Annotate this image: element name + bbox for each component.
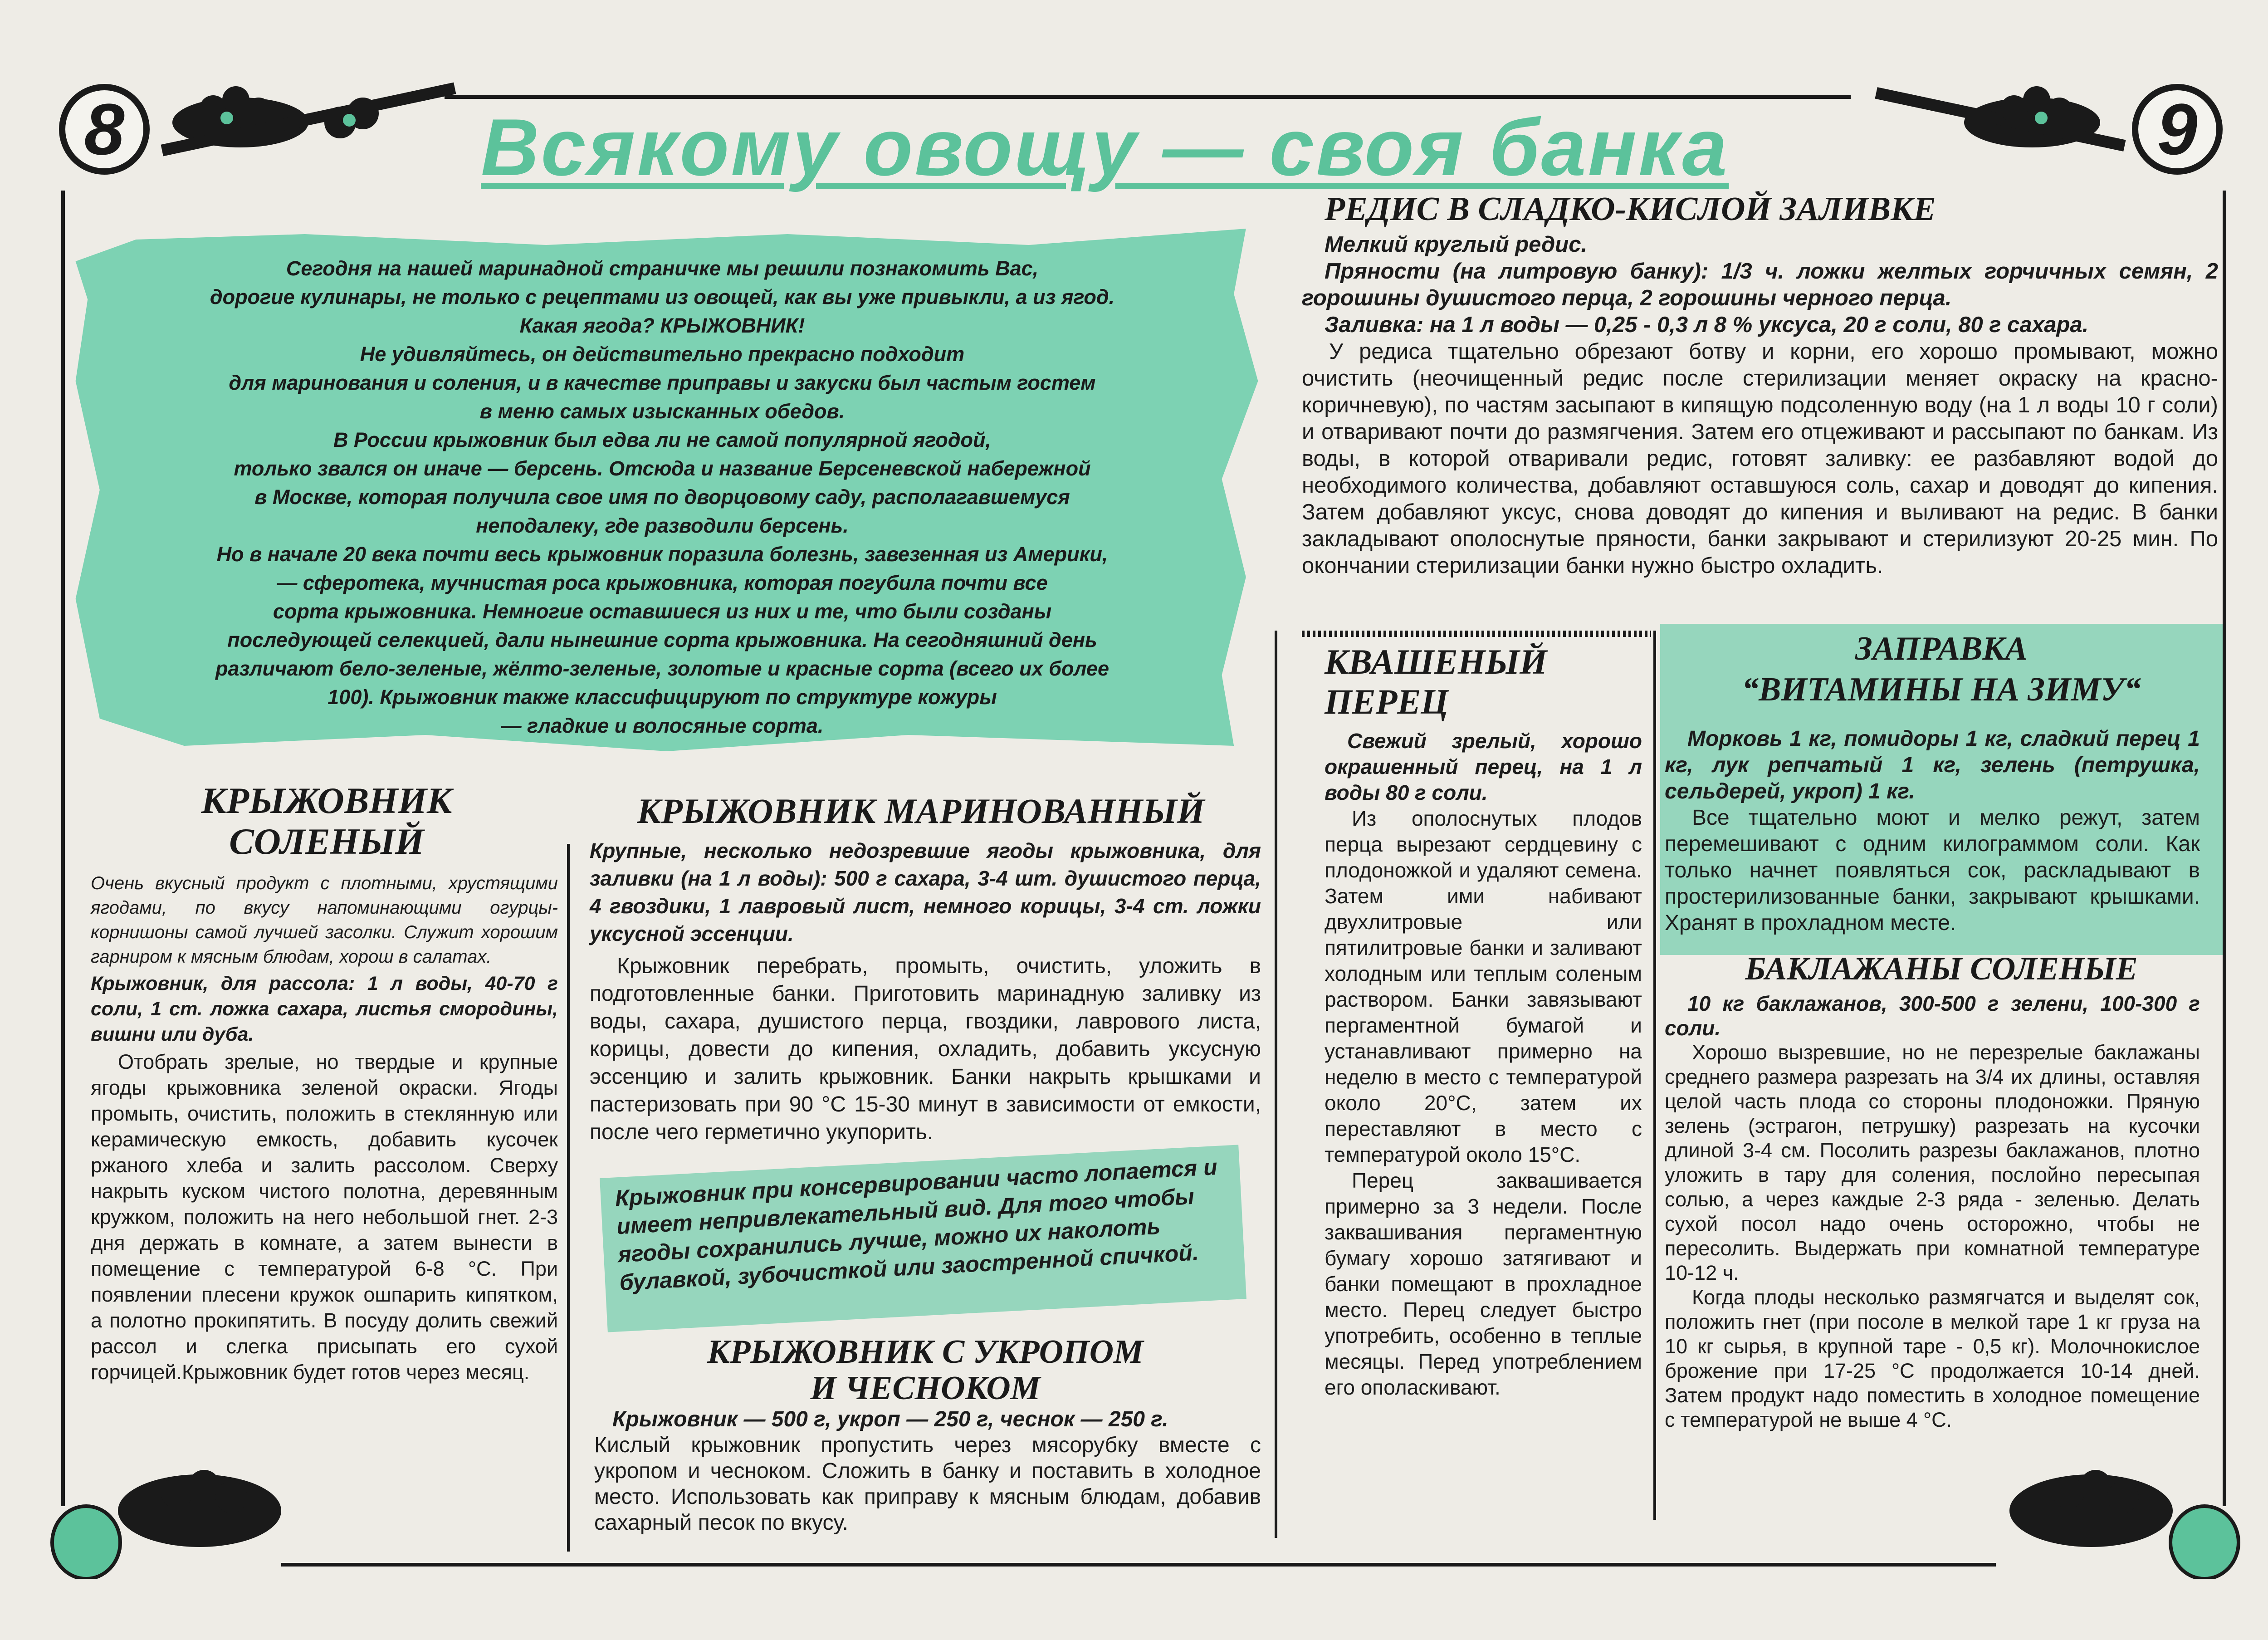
page-number-left-text: 8 xyxy=(84,88,125,170)
pepper-method: Из ополоснутых плодов перца вырезают сердцевину с плодоножкой и удаляют семена. Затем ими набивают двухлитровые или пятилитровые банки и заливают холодным или теплым соленым раствором. Банки завязывают пергаментной бумагой и устанавливают примерно на неделю в место с температурой около 20°С, затем их переставляют в место с температурой около 15°С. xyxy=(1325,807,1642,1166)
eggplant-method: Хорошо вызревшие, но не перезрелые баклажаны среднего размера разрезать на 3/4 их длины, оставляя целой часть плода со стороны плодоножки. Пряную зелень (эстрагон, петрушку) разрезать на кусочки длиной 3-4 см. Посолить разрезы баклажанов, плотно уложить в тару для соления, послойно пересыпая солью, а через каждые 2-3 ряда - зеленью. Делать сухой посол надо очень осторожно, чтобы не пересолить. Выдержать при комнатной температуре 10-12 ч. xyxy=(1665,1041,2200,1284)
intro-line: в Москве, которая получила свое имя по дворцовому саду, располагавшемуся xyxy=(254,485,1070,509)
tip-text: Крыжовник при консервировании часто лопается и имеет непривлекательный вид. Для того чтобы ягоды сохранились лучше, можно их наколоть булавкой, зубочисткой или заостренной спичкой. xyxy=(614,1154,1218,1296)
column-divider xyxy=(567,844,570,1552)
vitamins-heading xyxy=(1660,628,2223,710)
intro-line: только звался он иначе — берсень. Отсюда и название Берсеневской набережной xyxy=(234,457,1091,480)
marinated-heading: КРЫЖОВНИК МАРИНОВАННЫЙ xyxy=(637,791,1205,831)
frame-top-rule xyxy=(445,95,1851,99)
intro-line: — гладкие и волосяные сорта. xyxy=(501,714,824,737)
dill-heading xyxy=(590,1334,1261,1406)
intro-line: Не удивляйтесь, он действительно прекрасно подходит xyxy=(360,343,965,366)
radish-line3: Заливка: на 1 л воды — 0,25 - 0,3 л 8 % уксуса, 20 г соли, 80 г сахара. xyxy=(1325,313,2089,337)
dill-method: Кислый крыжовник пропустить через мясорубку вместе с укропом и чесноком. Сложить в банку и поставить в холодное место. Использовать как приправу к мясным блюдам, добавив сахарный песок по вкусу. xyxy=(594,1433,1261,1535)
vegetable-ornament-bottom-left-icon xyxy=(50,1443,304,1579)
dill-heading-line: И ЧЕСНОКОМ xyxy=(810,1370,1041,1407)
dill-heading-line: КРЫЖОВНИК С УКРОПОМ xyxy=(707,1333,1144,1371)
eggplant-method: Когда плоды несколько размягчатся и выделят сок, положить гнет (при посоле в мелкой таре 1 кг груза на 10 кг сырья, в крупной таре - 0,5 кг). Молочнокислое брожение при 17-25 °С продолжается 10-14 дней. Затем продукт надо поместить в холодное помещение с температурой не выше 4 °С. xyxy=(1665,1286,2200,1431)
intro-line: Но в начале 20 века почти весь крыжовник поразила болезнь, завезенная из Америки, xyxy=(216,543,1108,566)
vegetable-ornament-top-left-icon xyxy=(150,68,467,177)
dill-article xyxy=(594,1406,1261,1536)
intro-line: в меню самых изысканных обедов. xyxy=(479,400,845,423)
frame-left-rule xyxy=(61,191,65,1506)
eggplant-ingredients: 10 кг баклажанов, 300-500 г зелени, 100-300 г соли. xyxy=(1665,992,2200,1040)
frame-right-rule xyxy=(2223,191,2226,1506)
column-divider xyxy=(1275,631,1277,1538)
intro-line: последующей селекцией, дали нынешние сорта крыжовника. На сегодняшний день xyxy=(227,628,1097,651)
intro-line: неподалеку, где разводили берсень. xyxy=(476,514,849,537)
vitamins-ingredients: Морковь 1 кг, помидоры 1 кг, сладкий перец 1 кг, лук репчатый 1 кг, зелень (петрушка, сельдерей, укроп) 1 кг. xyxy=(1665,727,2200,803)
page-number-left xyxy=(59,84,150,175)
page-title: Всякому овощу — своя банка xyxy=(481,102,1729,192)
radish-article xyxy=(1302,231,2218,579)
salted-heading-line: КРЫЖОВНИК xyxy=(201,780,452,821)
vegetable-ornament-bottom-right-icon xyxy=(1987,1443,2241,1579)
radish-line2: Пряности (на литровую банку): 1/3 ч. ложки желтых горчичных семян, 2 горошины душистого перца, 2 горошины черного перца. xyxy=(1302,259,2218,310)
radish-line1: Мелкий круглый редис. xyxy=(1325,232,1588,257)
dill-ingredients: Крыжовник — 500 г, укроп — 250 г, чеснок — 250 г. xyxy=(612,1407,1168,1431)
vitamins-heading-line: ЗАПРАВКА xyxy=(1855,630,2028,667)
pepper-heading-line: ПЕРЕЦ xyxy=(1325,682,1449,721)
intro-line: — сферотека, мучнистая роса крыжовника, которая погубила почти все xyxy=(277,571,1048,594)
radish-heading: РЕДИС В СЛАДКО-КИСЛОЙ ЗАЛИВКЕ xyxy=(1325,191,1936,228)
intro-line: дорогие кулинары, не только с рецептами из овощей, как вы уже привыкли, а из ягод. xyxy=(210,285,1115,308)
vegetable-ornament-top-right-icon xyxy=(1869,68,2132,177)
salted-heading-line: СОЛЕНЫЙ xyxy=(229,821,424,862)
marinated-method: Крыжовник перебрать, промыть, очистить, уложить в подготовленные банки. Приготовить маринадную заливку из воды, сахара, душистого перца, гвоздики, лаврового листа, корицы, довести до кипения, охладить, добавить уксусную эссенцию и залить крыжовник. Банки накрыть крышками и пастеризовать при 90 °С 15-30 минут в зависимости от емкости, после чего герметично укупорить. xyxy=(590,954,1261,1144)
vitamins-heading-line: “ВИТАМИНЫ НА ЗИМУ“ xyxy=(1742,671,2141,708)
salted-method: Отобрать зрелые, но твердые и крупные ягоды крыжовника зеленой окраски. Ягоды промыть, очистить, положить в стеклянную или керамическую емкость, добавить кусочек ржаного хлеба и залить рассолом. Сверху накрыть куском чистого полотна, деревянным кружком, положить на него небольшой гнет. 2-3 дня держать в комнате, а затем вынести в помещение с температурой 6-8 °С. При появлении плесени кружок ошпарить кипятком, а полотно прокипятить. В посуду долить свежий рассол и слегка присыпать его сухой горчицей.Крыжовник будет готов через месяц. xyxy=(91,1050,558,1384)
eggplant-article xyxy=(1665,991,2200,1432)
intro-line: Какая ягода? КРЫЖОВНИК! xyxy=(519,314,805,337)
pepper-article xyxy=(1325,728,1642,1400)
page-number-right xyxy=(2132,84,2223,175)
page-number-right-text: 9 xyxy=(2157,88,2198,170)
salted-article xyxy=(91,871,558,1385)
vitamins-article xyxy=(1665,726,2200,936)
pepper-method: Перец заквашивается примерно за 3 недели. После заквашивания пергаментную бумагу хорошо затягивают и банки помещают в прохладное место. Перец следует быстро употребить, особенно в теплые месяцы. Перед употреблением его ополаскивают. xyxy=(1325,1169,1642,1399)
intro-line: различают бело-зеленые, жёлто-зеленые, золотые и красные сорта (всего их более xyxy=(215,657,1109,680)
column-divider xyxy=(1653,631,1656,1520)
salted-intro: Очень вкусный продукт с плотными, хрустящими ягодами, по вкусу напоминающими огурцы-корнишоны самой лучшей засолки. Служит хорошим гарниром к мясным блюдам, хорош в салатах. xyxy=(91,873,558,967)
vitamins-method: Все тщательно моют и мелко режут, затем перемешивают с одним килограммом соли. Как только начнет появляться сок, раскладывают в простерилизованные банки, закрывают крышками. Хранят в прохладном месте. xyxy=(1665,806,2200,935)
intro-line: Сегодня на нашей маринадной страничке мы решили познакомить Вас, xyxy=(286,257,1039,280)
intro-line: сорта крыжовника. Немногие оставшиеся из них и те, что были созданы xyxy=(273,600,1052,623)
pepper-dotted-rule xyxy=(1302,631,1651,637)
intro-line: для маринования и соления, и в качестве приправы и закуски был частым гостем xyxy=(229,371,1096,394)
salted-heading xyxy=(91,780,562,862)
eggplant-heading: БАКЛАЖАНЫ СОЛЕНЫЕ xyxy=(1745,950,2138,987)
marinated-article xyxy=(590,837,1261,1146)
frame-bottom-rule xyxy=(281,1563,1996,1567)
intro-text xyxy=(150,254,1175,740)
salted-ingredients: Крыжовник, для рассола: 1 л воды, 40-70 г соли, 1 ст. ложка сахара, листья смородины, вишни или дуба. xyxy=(91,973,558,1045)
pepper-ingredients: Свежий зрелый, хорошо окрашенный перец, на 1 л воды 80 г соли. xyxy=(1325,729,1642,804)
marinated-ingredients: Крупные, несколько недозревшие ягоды крыжовника, для заливки (на 1 л воды): 500 г сахара, 3-4 шт. душистого перца, 4 гвоздики, 1 лавровый лист, немного корицы, 3-4 ст. ложки уксусной эссенции. xyxy=(590,839,1261,945)
radish-method: У редиса тщательно обрезают ботву и корни, его хорошо промывают, можно очистить (неочищенный редис после стерилизации меняет окраску на красно-коричневую), по частям засыпают в кипящую подсоленную воду (на 1 л воды 10 г соли) и отваривают почти до размягчения. Затем его отцеживают и рассыпают по банкам. Из воды, в которой отваривали редис, готовят заливку: ее разбавляют водой до необходимого количества, добавляют оставшуюся соль, сахар и доводят до кипения. Затем добавляют уксус, снова доводят до кипения и выливают на редис. В банки закладывают ополоснутые пряности, банки закрывают и стерилизуют 20-25 мин. По окончании стерилизации банки нужно быстро охладить. xyxy=(1302,339,2218,578)
pepper-heading xyxy=(1325,642,1642,722)
intro-line: В России крыжовник был едва ли не самой популярной ягодой, xyxy=(333,428,992,451)
pepper-heading-line: КВАШЕНЫЙ xyxy=(1325,642,1547,681)
intro-line: 100). Крыжовник также классифицируют по структуре кожуры xyxy=(327,685,997,709)
